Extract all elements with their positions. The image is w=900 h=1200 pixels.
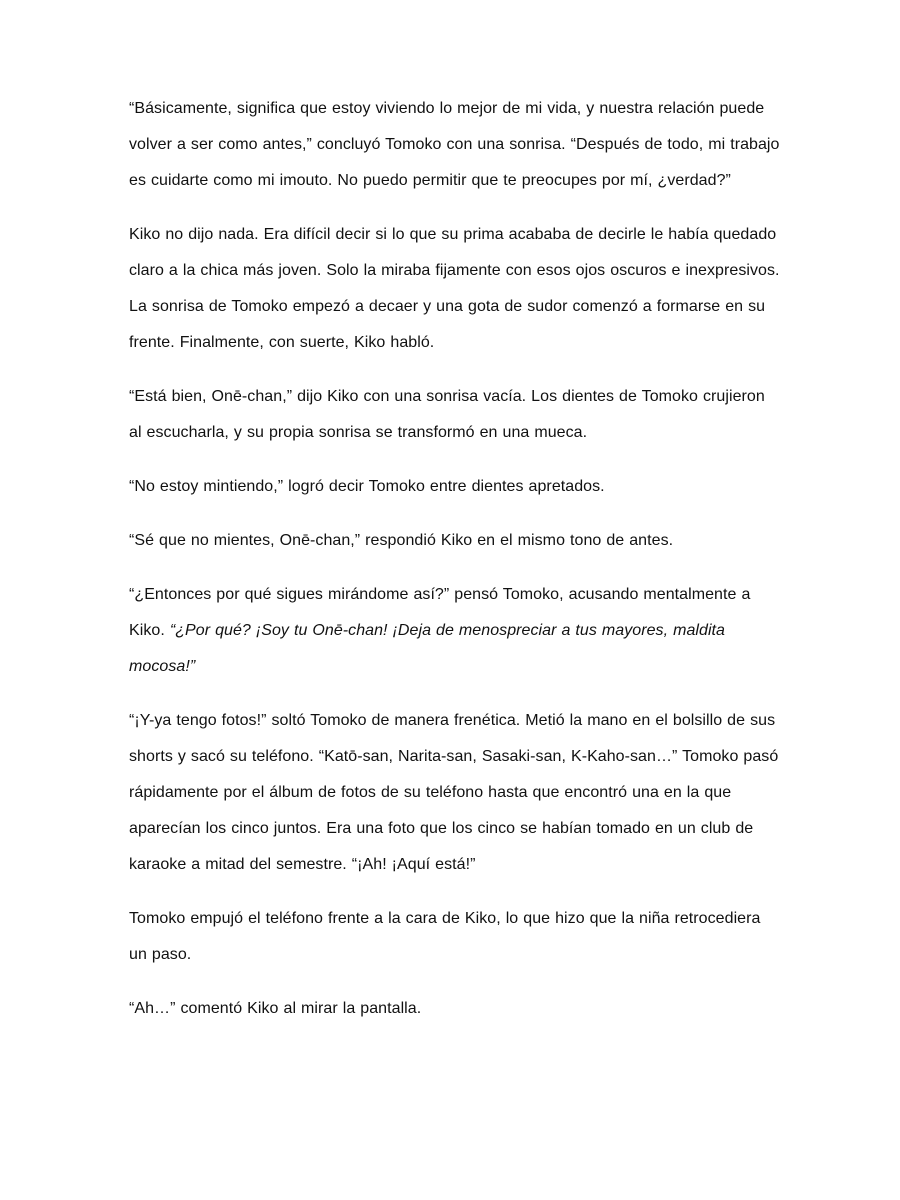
document-body (129, 91, 781, 1045)
paragraph-8: Tomoko empujó el teléfono frente a la cara de Kiko, lo que hizo que la niña retrocediera un paso. (129, 910, 761, 963)
paragraph-7: “¡Y-ya tengo fotos!” soltó Tomoko de manera frenética. Metió la mano en el bolsillo de sus shorts y sacó su teléfono. “Katō-san, Narita-san, Sasaki-san, K-Kaho-san…” Tomoko pasó rápidamente por el álbum de fotos de su teléfono hasta que encontró una en la que aparecían los cinco juntos. Era una foto que los cinco se habían tomado en un club de karaoke a mitad del semestre. “¡Ah! ¡Aquí está!” (129, 712, 779, 873)
paragraph-1: “Básicamente, significa que estoy viviendo lo mejor de mi vida, y nuestra relación puede volver a ser como antes,” concluyó Tomoko con una sonrisa. “Después de todo, mi trabajo es cuidarte como mi imouto. No puedo permitir que te preocupes por mí, ¿verdad?” (129, 100, 780, 189)
paragraph-9: “Ah…” comentó Kiko al mirar la pantalla. (129, 1000, 422, 1017)
paragraph-5: “Sé que no mientes, Onē-chan,” respondió Kiko en el mismo tono de antes. (129, 532, 674, 549)
paragraph-6-italic-thought: “¿Por qué? ¡Soy tu Onē-chan! ¡Deja de menospreciar a tus mayores, maldita mocosa!” (129, 622, 726, 675)
paragraph-6-normal-text: “¿Entonces por qué sigues mirándome así?” pensó Tomoko, acusando mentalmente a Kiko. (129, 586, 751, 639)
paragraph-2: Kiko no dijo nada. Era difícil decir si lo que su prima acababa de decirle le había quedado claro a la chica más joven. Solo la miraba fijamente con esos ojos oscuros e inexpresivos. La sonrisa de Tomoko empezó a decaer y una gota de sudor comenzó a formarse en su frente. Finalmente, con suerte, Kiko habló. (129, 226, 780, 351)
paragraph-3: “Está bien, Onē-chan,” dijo Kiko con una sonrisa vacía. Los dientes de Tomoko crujieron al escucharla, y su propia sonrisa se transformó en una mueca. (129, 388, 765, 441)
paragraph-6 (129, 577, 781, 685)
paragraph-4: “No estoy mintiendo,” logró decir Tomoko entre dientes apretados. (129, 478, 605, 495)
